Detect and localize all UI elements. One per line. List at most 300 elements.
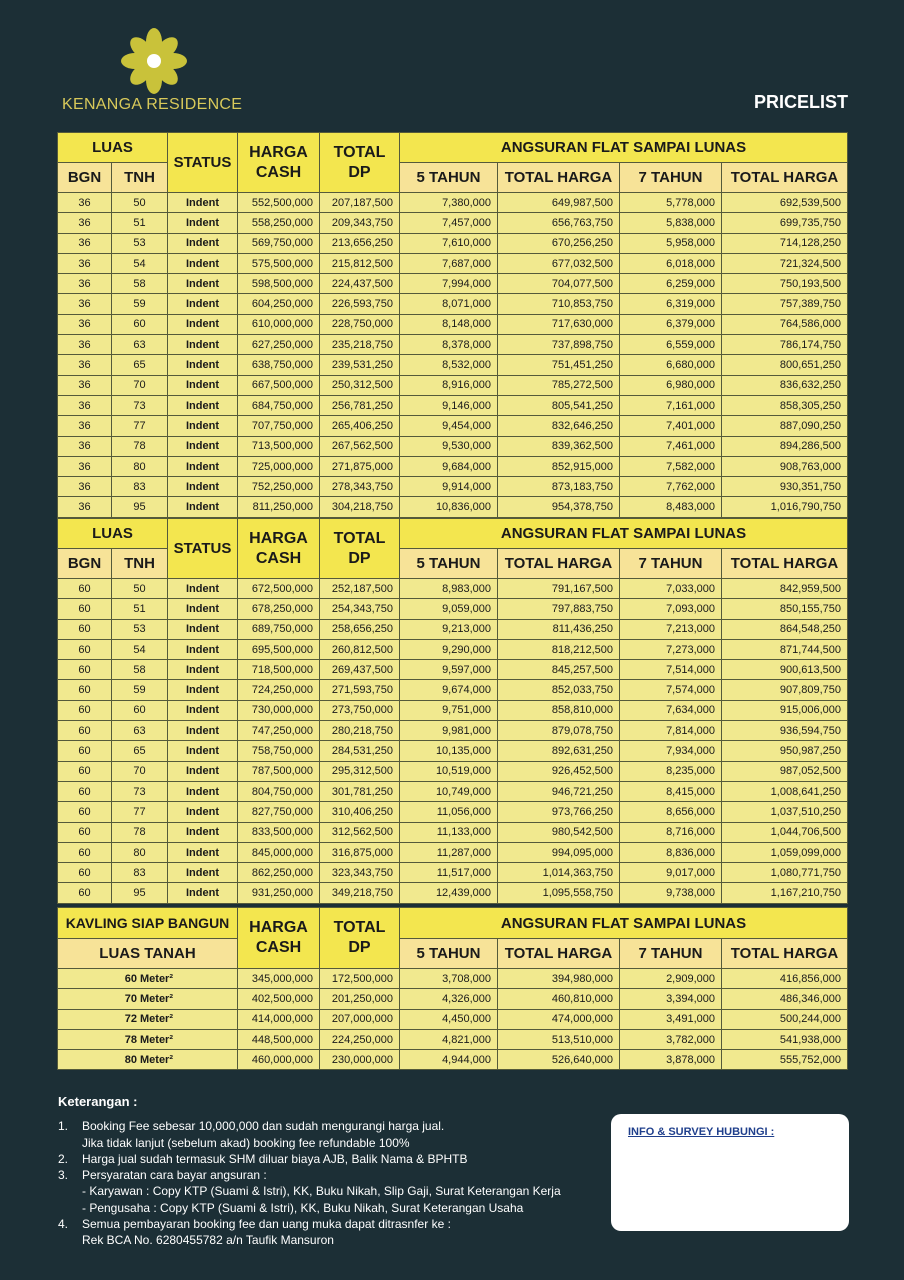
cell-angsuran-5-tahun: 9,981,000 [400,721,498,741]
cell-total-harga-7: 987,052,500 [722,761,848,781]
cell-harga-cash: 414,000,000 [238,1009,320,1029]
cell-angsuran-5-tahun: 3,708,000 [400,969,498,989]
brand-name: KENANGA RESIDENCE [62,96,243,113]
cell-angsuran-5-tahun: 4,326,000 [400,989,498,1009]
table-row [58,395,848,415]
cell-total-dp: 295,312,500 [320,761,400,781]
cell-angsuran-5-tahun: 11,056,000 [400,802,498,822]
cell-angsuran-5-tahun: 9,059,000 [400,599,498,619]
cell-angsuran-7-tahun: 6,259,000 [620,274,722,294]
note-line [58,1151,618,1167]
cell-tnh: 60 [112,700,168,720]
table-row [58,274,848,294]
cell-status: Indent [168,680,238,700]
cell-total-harga-7: 486,346,000 [722,989,848,1009]
cell-status: Indent [168,497,238,517]
cell-angsuran-5-tahun: 4,450,000 [400,1009,498,1029]
cell-harga-cash: 345,000,000 [238,969,320,989]
pricelist-table-kavling [57,907,848,1070]
table-row [58,1029,848,1049]
cell-bgn: 60 [58,761,112,781]
note-text: - Pengusaha : Copy KTP (Suami & Istri), KK, Buku Nikah, Surat Keterangan Usaha [82,1200,524,1215]
cell-angsuran-7-tahun: 3,491,000 [620,1009,722,1029]
cell-total-harga-5: 677,032,500 [498,253,620,273]
cell-angsuran-5-tahun: 7,380,000 [400,193,498,213]
cell-total-dp: 209,343,750 [320,213,400,233]
cell-angsuran-5-tahun: 11,517,000 [400,863,498,883]
cell-angsuran-5-tahun: 9,684,000 [400,456,498,476]
header-luas-tanah: LUAS TANAH [58,939,238,969]
table-row [58,969,848,989]
cell-bgn: 36 [58,436,112,456]
cell-total-harga-5: 852,915,000 [498,456,620,476]
cell-total-dp: 267,562,500 [320,436,400,456]
cell-total-dp: 254,343,750 [320,599,400,619]
table-row [58,700,848,720]
cell-harga-cash: 552,500,000 [238,193,320,213]
cell-luas-tanah: 80 Meter² [58,1050,238,1070]
cell-bgn: 36 [58,213,112,233]
cell-angsuran-5-tahun: 8,532,000 [400,355,498,375]
cell-angsuran-7-tahun: 6,680,000 [620,355,722,375]
cell-total-harga-5: 649,987,500 [498,193,620,213]
header-5-tahun: 5 TAHUN [400,939,498,969]
cell-total-harga-5: 1,095,558,750 [498,883,620,903]
cell-luas-tanah: 60 Meter² [58,969,238,989]
cell-total-dp: 172,500,000 [320,969,400,989]
cell-harga-cash: 448,500,000 [238,1029,320,1049]
cell-status: Indent [168,639,238,659]
cell-harga-cash: 672,500,000 [238,579,320,599]
table-row [58,639,848,659]
cell-angsuran-5-tahun: 10,519,000 [400,761,498,781]
cell-total-harga-5: 994,095,000 [498,842,620,862]
table-row [58,741,848,761]
cell-total-dp: 310,406,250 [320,802,400,822]
notes-title: Keterangan : [58,1094,138,1109]
cell-total-harga-5: 858,810,000 [498,700,620,720]
table-row [58,193,848,213]
cell-bgn: 60 [58,680,112,700]
cell-angsuran-7-tahun: 9,017,000 [620,863,722,883]
cell-harga-cash: 804,750,000 [238,781,320,801]
header-total-dp: TOTAL DP [320,519,400,579]
cell-total-dp: 228,750,000 [320,314,400,334]
cell-angsuran-5-tahun: 9,751,000 [400,700,498,720]
cell-bgn: 36 [58,477,112,497]
cell-total-harga-5: 670,256,250 [498,233,620,253]
cell-total-dp: 256,781,250 [320,395,400,415]
cell-harga-cash: 678,250,000 [238,599,320,619]
cell-harga-cash: 598,500,000 [238,274,320,294]
cell-tnh: 70 [112,761,168,781]
header-angsuran: ANGSURAN FLAT SAMPAI LUNAS [400,908,848,939]
cell-tnh: 77 [112,416,168,436]
cell-harga-cash: 689,750,000 [238,619,320,639]
cell-status: Indent [168,599,238,619]
cell-angsuran-5-tahun: 9,290,000 [400,639,498,659]
cell-total-dp: 239,531,250 [320,355,400,375]
cell-total-dp: 213,656,250 [320,233,400,253]
notes-list [58,1118,618,1248]
cell-tnh: 73 [112,395,168,415]
table-row [58,375,848,395]
cell-angsuran-7-tahun: 7,514,000 [620,660,722,680]
cell-status: Indent [168,253,238,273]
cell-total-harga-7: 750,193,500 [722,274,848,294]
cell-angsuran-7-tahun: 7,033,000 [620,579,722,599]
cell-angsuran-7-tahun: 3,782,000 [620,1029,722,1049]
cell-total-harga-5: 785,272,500 [498,375,620,395]
table-row [58,842,848,862]
cell-total-dp: 260,812,500 [320,639,400,659]
header-total-dp: TOTAL DP [320,133,400,193]
table-row [58,660,848,680]
cell-status: Indent [168,700,238,720]
cell-total-dp: 207,000,000 [320,1009,400,1029]
pricelist-table-type-60 [57,518,848,904]
cell-status: Indent [168,842,238,862]
cell-total-harga-5: 832,646,250 [498,416,620,436]
cell-status: Indent [168,355,238,375]
cell-total-harga-5: 526,640,000 [498,1050,620,1070]
note-text: Jika tidak lanjut (sebelum akad) booking fee refundable 100% [82,1135,410,1150]
cell-total-dp: 235,218,750 [320,335,400,355]
note-number [58,1135,82,1151]
cell-total-harga-7: 1,059,099,000 [722,842,848,862]
table-row [58,1009,848,1029]
table-row [58,314,848,334]
cell-harga-cash: 811,250,000 [238,497,320,517]
note-number: 3. [58,1168,69,1183]
cell-total-harga-7: 915,006,000 [722,700,848,720]
header-bgn: BGN [58,549,112,579]
cell-harga-cash: 931,250,000 [238,883,320,903]
cell-total-harga-7: 894,286,500 [722,436,848,456]
cell-harga-cash: 569,750,000 [238,233,320,253]
cell-total-harga-5: 873,183,750 [498,477,620,497]
cell-total-harga-7: 555,752,000 [722,1050,848,1070]
cell-total-harga-5: 973,766,250 [498,802,620,822]
cell-harga-cash: 725,000,000 [238,456,320,476]
cell-tnh: 51 [112,213,168,233]
cell-harga-cash: 638,750,000 [238,355,320,375]
table-row [58,477,848,497]
cell-angsuran-5-tahun: 12,439,000 [400,883,498,903]
cell-status: Indent [168,477,238,497]
cell-angsuran-5-tahun: 9,454,000 [400,416,498,436]
cell-angsuran-7-tahun: 6,379,000 [620,314,722,334]
header-total-harga-5: TOTAL HARGA [498,939,620,969]
cell-bgn: 36 [58,253,112,273]
cell-harga-cash: 610,000,000 [238,314,320,334]
cell-angsuran-5-tahun: 11,133,000 [400,822,498,842]
cell-angsuran-5-tahun: 9,530,000 [400,436,498,456]
cell-total-dp: 226,593,750 [320,294,400,314]
cell-angsuran-7-tahun: 8,235,000 [620,761,722,781]
cell-bgn: 60 [58,721,112,741]
cell-total-harga-7: 764,586,000 [722,314,848,334]
note-number: 2. [58,1151,69,1166]
header-status: STATUS [168,519,238,579]
cell-tnh: 58 [112,274,168,294]
cell-total-harga-5: 460,810,000 [498,989,620,1009]
note-line [58,1200,618,1216]
cell-bgn: 60 [58,599,112,619]
table-row [58,436,848,456]
table-row [58,761,848,781]
cell-total-harga-7: 864,548,250 [722,619,848,639]
note-number: 4. [58,1217,69,1232]
cell-bgn: 60 [58,741,112,761]
note-text: Harga jual sudah termasuk SHM diluar biaya AJB, Balik Nama & BPHTB [82,1151,468,1166]
cell-total-harga-7: 500,244,000 [722,1009,848,1029]
cell-status: Indent [168,274,238,294]
cell-total-harga-5: 839,362,500 [498,436,620,456]
cell-total-harga-7: 714,128,250 [722,233,848,253]
cell-status: Indent [168,395,238,415]
cell-status: Indent [168,233,238,253]
cell-harga-cash: 747,250,000 [238,721,320,741]
cell-angsuran-7-tahun: 9,738,000 [620,883,722,903]
cell-total-harga-5: 1,014,363,750 [498,863,620,883]
cell-harga-cash: 845,000,000 [238,842,320,862]
cell-bgn: 60 [58,639,112,659]
cell-status: Indent [168,741,238,761]
note-line [58,1216,618,1232]
cell-total-dp: 323,343,750 [320,863,400,883]
cell-total-harga-7: 1,037,510,250 [722,802,848,822]
cell-angsuran-5-tahun: 4,944,000 [400,1050,498,1070]
cell-angsuran-7-tahun: 5,958,000 [620,233,722,253]
cell-total-dp: 301,781,250 [320,781,400,801]
note-text: Semua pembayaran booking fee dan uang muka dapat ditrasnfer ke : [82,1217,451,1232]
cell-angsuran-5-tahun: 9,597,000 [400,660,498,680]
cell-tnh: 80 [112,456,168,476]
cell-bgn: 36 [58,395,112,415]
note-text: Persyaratan cara bayar angsuran : [82,1168,267,1183]
cell-status: Indent [168,416,238,436]
cell-total-dp: 271,593,750 [320,680,400,700]
cell-tnh: 53 [112,233,168,253]
cell-angsuran-5-tahun: 10,135,000 [400,741,498,761]
cell-angsuran-7-tahun: 7,401,000 [620,416,722,436]
cell-luas-tanah: 78 Meter² [58,1029,238,1049]
cell-total-harga-5: 704,077,500 [498,274,620,294]
cell-total-harga-5: 791,167,500 [498,579,620,599]
cell-harga-cash: 827,750,000 [238,802,320,822]
cell-angsuran-7-tahun: 3,394,000 [620,989,722,1009]
cell-angsuran-7-tahun: 8,656,000 [620,802,722,822]
cell-bgn: 36 [58,497,112,517]
cell-angsuran-7-tahun: 6,319,000 [620,294,722,314]
cell-status: Indent [168,579,238,599]
cell-tnh: 59 [112,294,168,314]
cell-total-harga-7: 930,351,750 [722,477,848,497]
cell-total-harga-5: 946,721,250 [498,781,620,801]
cell-tnh: 63 [112,335,168,355]
cell-tnh: 80 [112,842,168,862]
header-5-tahun: 5 TAHUN [400,549,498,579]
note-number [58,1232,82,1248]
cell-total-harga-7: 786,174,750 [722,335,848,355]
cell-harga-cash: 787,500,000 [238,761,320,781]
note-line [58,1183,618,1199]
table-row [58,863,848,883]
cell-total-harga-7: 1,016,790,750 [722,497,848,517]
cell-bgn: 36 [58,416,112,436]
cell-total-harga-7: 1,008,641,250 [722,781,848,801]
cell-total-dp: 284,531,250 [320,741,400,761]
cell-total-harga-5: 818,212,500 [498,639,620,659]
cell-harga-cash: 724,250,000 [238,680,320,700]
cell-harga-cash: 718,500,000 [238,660,320,680]
cell-total-harga-7: 1,080,771,750 [722,863,848,883]
cell-luas-tanah: 70 Meter² [58,989,238,1009]
cell-angsuran-5-tahun: 9,213,000 [400,619,498,639]
cell-total-harga-7: 950,987,250 [722,741,848,761]
notes-section [58,1094,618,1249]
cell-bgn: 60 [58,842,112,862]
cell-total-dp: 230,000,000 [320,1050,400,1070]
cell-angsuran-7-tahun: 6,980,000 [620,375,722,395]
cell-status: Indent [168,294,238,314]
cell-total-dp: 250,312,500 [320,375,400,395]
cell-bgn: 36 [58,274,112,294]
cell-status: Indent [168,721,238,741]
cell-angsuran-7-tahun: 7,634,000 [620,700,722,720]
cell-tnh: 59 [112,680,168,700]
cell-harga-cash: 575,500,000 [238,253,320,273]
cell-status: Indent [168,802,238,822]
note-number: 1. [58,1119,69,1134]
header-5-tahun: 5 TAHUN [400,163,498,193]
cell-harga-cash: 752,250,000 [238,477,320,497]
cell-total-harga-5: 852,033,750 [498,680,620,700]
cell-tnh: 60 [112,314,168,334]
header-luas: LUAS [58,519,168,549]
cell-harga-cash: 604,250,000 [238,294,320,314]
cell-angsuran-7-tahun: 7,213,000 [620,619,722,639]
table-row [58,781,848,801]
cell-total-harga-5: 737,898,750 [498,335,620,355]
cell-total-harga-5: 954,378,750 [498,497,620,517]
table-row [58,416,848,436]
cell-total-harga-5: 513,510,000 [498,1029,620,1049]
cell-bgn: 60 [58,660,112,680]
cell-harga-cash: 627,250,000 [238,335,320,355]
cell-total-harga-5: 394,980,000 [498,969,620,989]
cell-total-dp: 215,812,500 [320,253,400,273]
cell-bgn: 60 [58,883,112,903]
cell-harga-cash: 730,000,000 [238,700,320,720]
header-total-harga-7: TOTAL HARGA [722,163,848,193]
table-row [58,213,848,233]
cell-bgn: 36 [58,294,112,314]
cell-total-harga-7: 936,594,750 [722,721,848,741]
cell-tnh: 95 [112,497,168,517]
header-harga-cash: HARGA CASH [238,519,320,579]
table-row [58,619,848,639]
brand-logo [60,28,250,120]
cell-status: Indent [168,193,238,213]
cell-total-harga-5: 879,078,750 [498,721,620,741]
cell-angsuran-5-tahun: 11,287,000 [400,842,498,862]
cell-angsuran-7-tahun: 8,716,000 [620,822,722,842]
cell-bgn: 36 [58,355,112,375]
header-harga-cash: HARGA CASH [238,908,320,969]
cell-total-harga-7: 850,155,750 [722,599,848,619]
cell-total-dp: 271,875,000 [320,456,400,476]
cell-tnh: 63 [112,721,168,741]
header-kavling: KAVLING SIAP BANGUN [58,908,238,939]
table-row [58,680,848,700]
cell-total-harga-7: 871,744,500 [722,639,848,659]
cell-tnh: 73 [112,781,168,801]
cell-total-harga-5: 980,542,500 [498,822,620,842]
header-angsuran: ANGSURAN FLAT SAMPAI LUNAS [400,133,848,163]
table-row [58,822,848,842]
cell-angsuran-7-tahun: 7,762,000 [620,477,722,497]
cell-total-dp: 349,218,750 [320,883,400,903]
cell-tnh: 53 [112,619,168,639]
cell-angsuran-5-tahun: 4,821,000 [400,1029,498,1049]
cell-harga-cash: 713,500,000 [238,436,320,456]
cell-angsuran-5-tahun: 10,836,000 [400,497,498,517]
cell-total-harga-5: 845,257,500 [498,660,620,680]
cell-total-harga-5: 656,763,750 [498,213,620,233]
cell-total-dp: 273,750,000 [320,700,400,720]
cell-harga-cash: 707,750,000 [238,416,320,436]
cell-tnh: 54 [112,639,168,659]
cell-angsuran-5-tahun: 9,914,000 [400,477,498,497]
cell-angsuran-7-tahun: 7,093,000 [620,599,722,619]
header-total-harga-5: TOTAL HARGA [498,549,620,579]
header-total-harga-5: TOTAL HARGA [498,163,620,193]
cell-tnh: 77 [112,802,168,822]
cell-bgn: 60 [58,619,112,639]
table-row [58,579,848,599]
table-row [58,233,848,253]
cell-status: Indent [168,660,238,680]
table-row [58,294,848,314]
cell-angsuran-5-tahun: 7,994,000 [400,274,498,294]
cell-total-dp: 252,187,500 [320,579,400,599]
flower-icon [118,28,190,94]
cell-angsuran-5-tahun: 10,749,000 [400,781,498,801]
table-row [58,355,848,375]
cell-total-harga-7: 416,856,000 [722,969,848,989]
page-title: PRICELIST [753,92,848,112]
cell-total-harga-7: 842,959,500 [722,579,848,599]
cell-angsuran-7-tahun: 7,574,000 [620,680,722,700]
table-row [58,989,848,1009]
cell-status: Indent [168,213,238,233]
table-row [58,1050,848,1070]
cell-total-harga-7: 699,735,750 [722,213,848,233]
cell-tnh: 83 [112,477,168,497]
header-harga-cash: HARGA CASH [238,133,320,193]
cell-angsuran-5-tahun: 8,916,000 [400,375,498,395]
cell-total-dp: 207,187,500 [320,193,400,213]
cell-status: Indent [168,436,238,456]
cell-angsuran-7-tahun: 7,814,000 [620,721,722,741]
cell-tnh: 78 [112,822,168,842]
cell-bgn: 36 [58,375,112,395]
cell-harga-cash: 402,500,000 [238,989,320,1009]
header-total-dp: TOTAL DP [320,908,400,969]
cell-tnh: 70 [112,375,168,395]
